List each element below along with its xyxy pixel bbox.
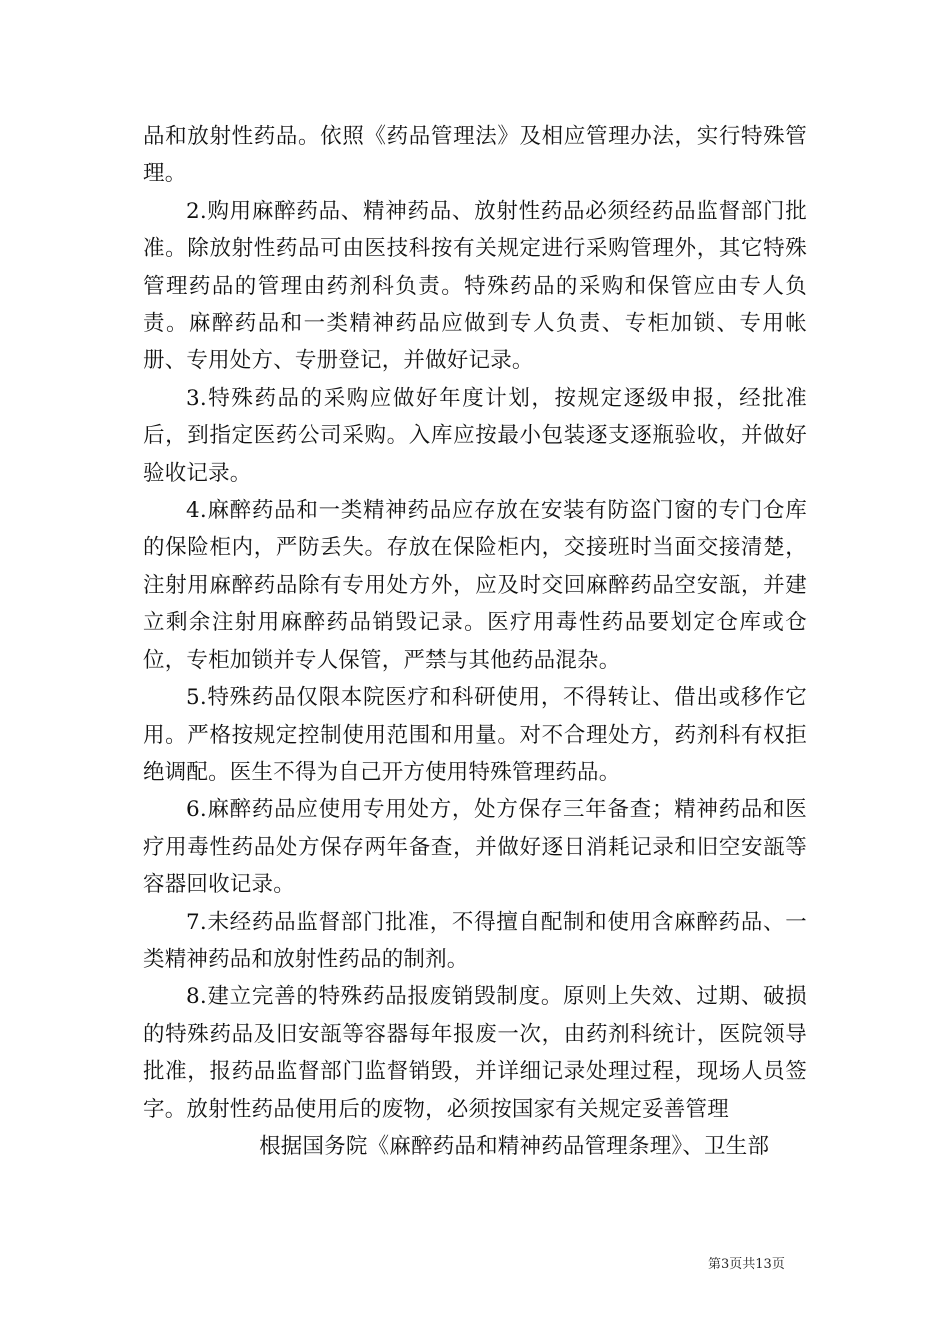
- paragraph-9: 根据国务院《麻醉药品和精神药品管理条理》、卫生部: [259, 1133, 770, 1159]
- page-number-footer: 第3页共13页: [708, 1257, 785, 1272]
- paragraph-5: 5.特殊药品仅限本院医疗和科研使用，不得转让、借出或移作它用。严格按规定控制使用范围和用量。对不合理处方，药剂科有权拒绝调配。医生不得为自己开方使用特殊管理药品。: [143, 685, 807, 785]
- paragraph-2: 2.购用麻醉药品、精神药品、放射性药品必须经药品监督部门批准。除放射性药品可由医技科按有关规定进行采购管理外，其它特殊管理药品的管理由药剂科负责。特殊药品的采购和保管应由专人负责。麻醉药品和一类精神药品应做到专人负责、专柜加锁、专用帐册、专用处方、专册登记，并做好记录。: [143, 198, 807, 374]
- paragraph-1: 品和放射性药品。依照《药品管理法》及相应管理办法，实行特殊管理。: [143, 124, 807, 187]
- paragraph-8: 8.建立完善的特殊药品报废销毁制度。原则上失效、过期、破损的特殊药品及旧安瓿等容器每年报废一次，由药剂科统计，医院领导批准，报药品监督部门监督销毁，并详细记录处理过程，现场人员签字。放射性药品使用后的废物，必须按国家有关规定妥善管理: [143, 984, 807, 1122]
- paragraph-6: 6.麻醉药品应使用专用处方，处方保存三年备查；精神药品和医疗用毒性药品处方保存两年备查，并做好逐日消耗记录和旧空安瓿等容器回收记录。: [143, 797, 807, 898]
- paragraph-3: 3.特殊药品的采购应做好年度计划，按规定逐级申报，经批准后，到指定医药公司采购。入库应按最小包装逐支逐瓶验收，并做好验收记录。: [143, 385, 807, 486]
- document-body: [143, 118, 807, 1165]
- paragraph-4: 4.麻醉药品和一类精神药品应存放在安装有防盗门窗的专门仓库的保险柜内，严防丢失。存放在保险柜内，交接班时当面交接清楚，注射用麻醉药品除有专用处方外，应及时交回麻醉药品空安瓿，并建立剩余注射用麻醉药品销毁记录。医疗用毒性药品要划定仓库或仓位，专柜加锁并专人保管，严禁与其他药品混杂。: [143, 498, 807, 673]
- paragraph-7: 7.未经药品监督部门批准，不得擅自配制和使用含麻醉药品、一类精神药品和放射性药品的制剂。: [143, 909, 807, 972]
